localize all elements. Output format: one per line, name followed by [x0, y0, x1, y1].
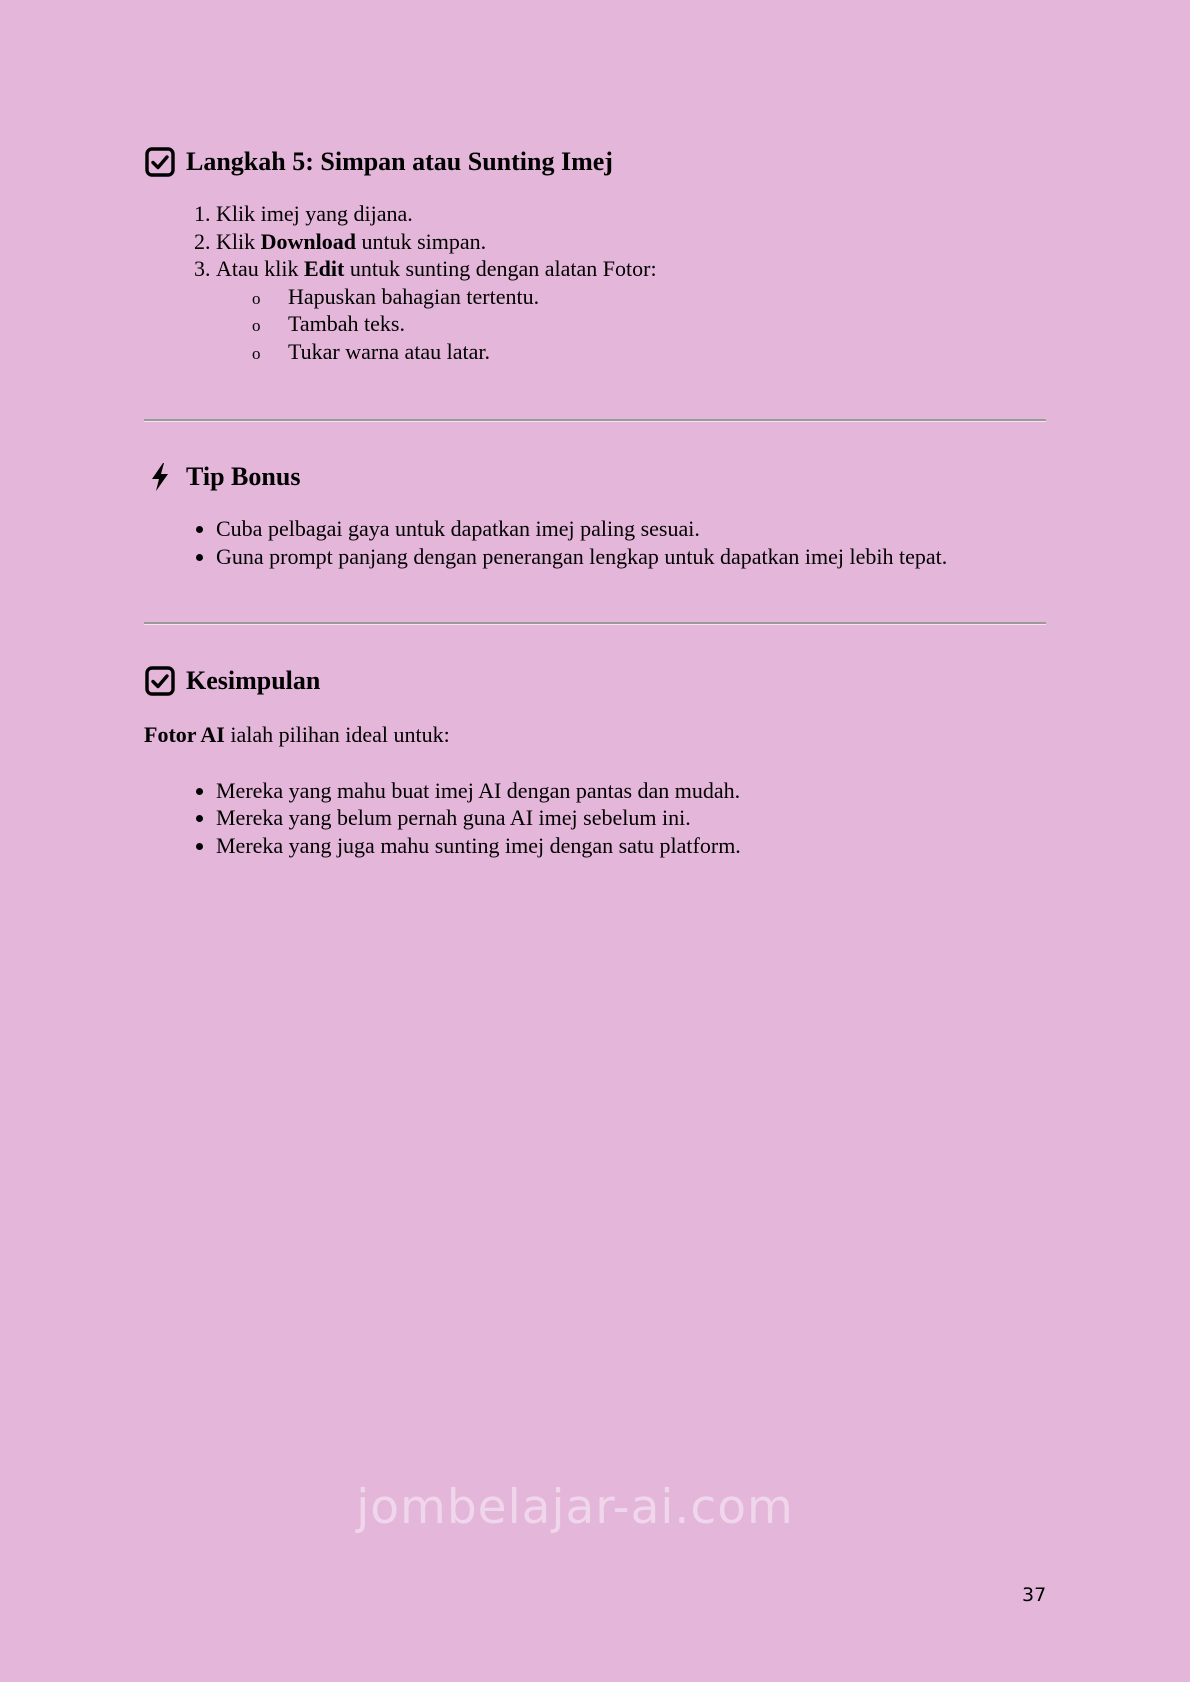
watermark: jombelajar-ai.com	[356, 1480, 794, 1535]
tips-list	[144, 515, 1046, 570]
sub-list-item: o Tambah teks.	[288, 310, 1046, 338]
conclusion-intro: Fotor AI ialah pilihan ideal untuk:	[144, 722, 450, 747]
heading-conclusion	[144, 665, 1046, 697]
list-item: • Cuba pelbagai gaya untuk dapatkan imej paling sesuai.	[216, 515, 1046, 543]
sub-list-item: o Tukar warna atau latar.	[288, 338, 1046, 366]
section-conclusion	[144, 665, 1046, 859]
list-item: • Mereka yang mahu buat imej AI dengan pantas dan mudah.	[216, 777, 1046, 805]
heading-tip-bonus-text: Tip Bonus	[186, 462, 301, 491]
section-tip-bonus	[144, 461, 1046, 570]
list-item: • Mereka yang belum pernah guna AI imej sebelum ini.	[216, 804, 1046, 832]
checkbox-checked-icon	[144, 665, 176, 697]
steps-list	[144, 200, 1046, 365]
page-number: 37	[1022, 1584, 1047, 1606]
divider	[144, 419, 1046, 422]
list-item: • Mereka yang juga mahu sunting imej dengan satu platform.	[216, 832, 1046, 860]
section-step-5	[144, 146, 1046, 365]
step-item: 3. Atau klik Edit untuk sunting dengan alatan Fotor: o Hapuskan bahagian tertentu. o Tambah teks. o Tukar warna atau latar.	[216, 255, 1046, 365]
lightning-bolt-icon	[144, 461, 176, 493]
step-item: 1. Klik imej yang dijana.	[216, 200, 1046, 228]
heading-step-5-text: Langkah 5: Simpan atau Sunting Imej	[186, 147, 613, 176]
list-item: • Guna prompt panjang dengan penerangan lengkap untuk dapatkan imej lebih tepat.	[216, 543, 1046, 571]
edit-options-list	[216, 283, 1046, 366]
conclusion-list	[144, 777, 1046, 860]
heading-tip-bonus	[144, 461, 1046, 493]
sub-list-item: o Hapuskan bahagian tertentu.	[288, 283, 1046, 311]
heading-conclusion-text: Kesimpulan	[186, 666, 321, 695]
divider	[144, 622, 1046, 625]
step-item: 2. Klik Download untuk simpan.	[216, 228, 1046, 256]
checkbox-checked-icon	[144, 146, 176, 178]
heading-step-5	[144, 146, 1046, 178]
